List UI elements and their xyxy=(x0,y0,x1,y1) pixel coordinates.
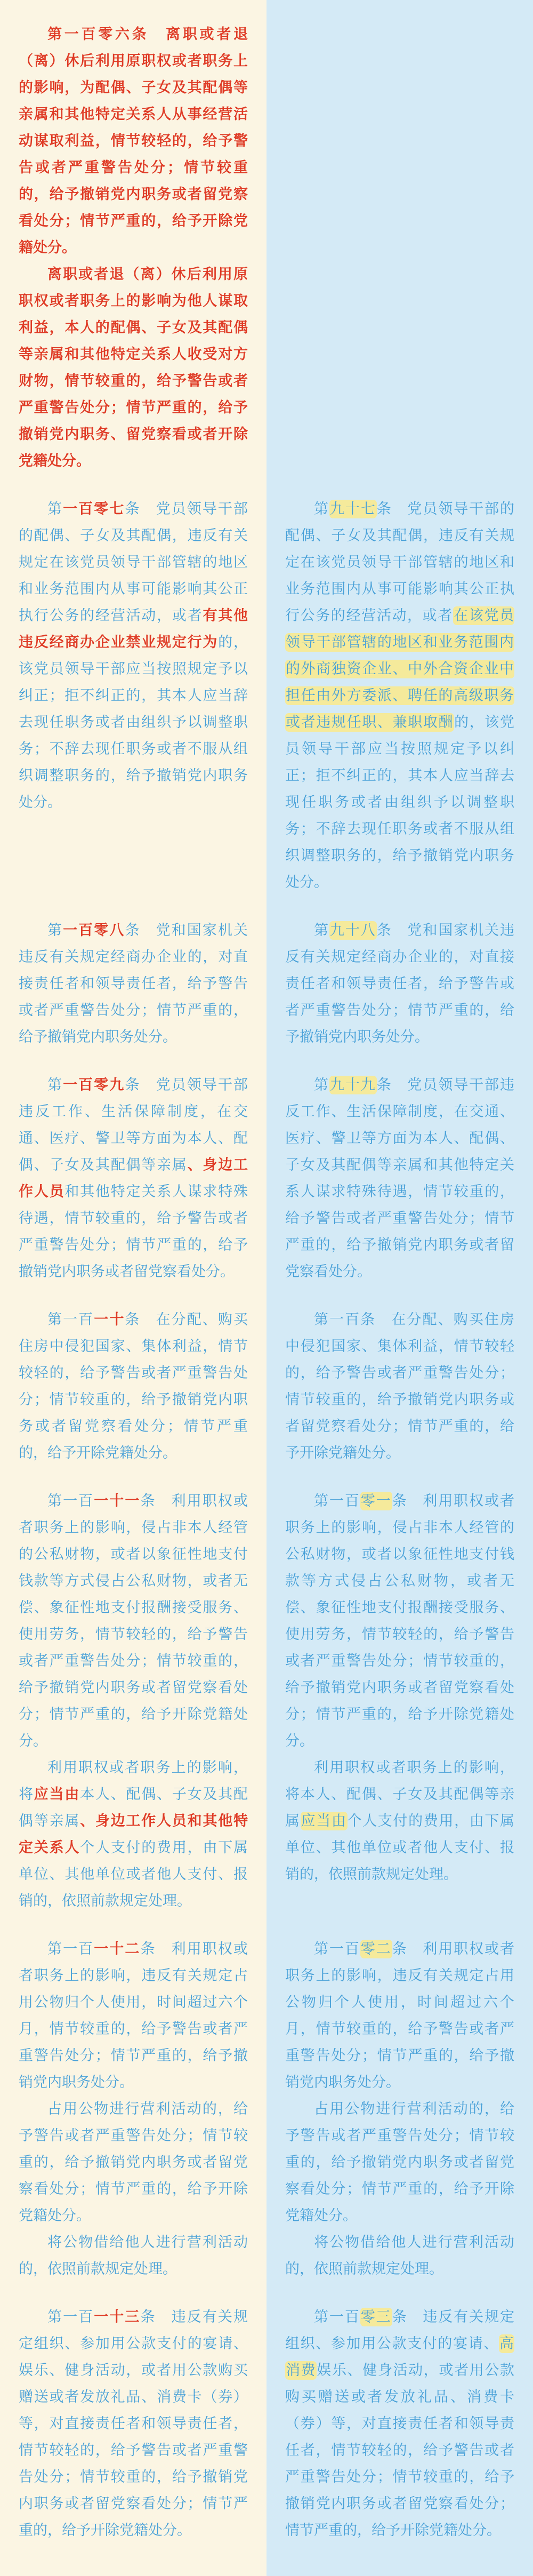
old-version-cell xyxy=(266,2304,533,2544)
old-version-cell xyxy=(266,1072,533,1285)
removed-text-highlight: 高消费 xyxy=(286,2335,514,2379)
added-text: 一十二 xyxy=(94,1941,141,1957)
added-text: 一十三 xyxy=(94,2309,141,2325)
article-paragraph xyxy=(285,2229,514,2283)
comparison-row xyxy=(0,2304,533,2544)
old-version-cell xyxy=(266,496,533,896)
text-run: 占用公物进行营利活动的，给予警告或者严重警告处分；情节较重的，给予撤销党内职务或者留党察看处分；情节严重的，给予开除党籍处分。 xyxy=(19,2101,248,2224)
added-text: 应当由 xyxy=(34,1786,80,1803)
comparison-row xyxy=(0,21,533,475)
old-version-cell xyxy=(266,1488,533,1755)
text-run: 利用职权或者职务上的影响，将本人、配偶、子女及其配偶等亲属 xyxy=(285,1759,514,1829)
new-version-cell xyxy=(0,2096,266,2229)
article-paragraph xyxy=(19,1072,248,1285)
text-run: 第 xyxy=(47,922,63,939)
text-run: 条 党员领导干部违反工作、生活保障制度，在交通、医疗、警卫等方面为本人、配偶、子女及其配偶等亲属和其他特定关系人谋求特殊待遇，情节较重的，给予警告或者严重警告处分；情节严重的，给予撤销党内职务或者留党察看处分。 xyxy=(285,1077,515,1280)
comparison-row xyxy=(0,2096,533,2229)
removed-text-highlight: 在该党员领导干部管辖的地区和业务范围内的外商独资企业、中外合资企业中担任由外方委派、聘任的高级职务或者违规任职、兼职取酬 xyxy=(286,607,514,731)
text-run: 第一百 xyxy=(47,1311,94,1328)
old-version-cell xyxy=(266,1755,533,1888)
article-paragraph xyxy=(19,2304,248,2544)
text-run: 条 利用职权或者职务上的影响，违反有关规定占用公物归个人使用，时间超过六个月，情节较重的，给予警告或者严重警告处分；情节严重的，给予撤销党内职务处分。 xyxy=(19,1941,248,2091)
comparison-row xyxy=(0,496,533,896)
new-version-cell xyxy=(0,1755,266,1915)
text-run: 占用公物进行营利活动的，给予警告或者严重警告处分；情节较重的，给予撤销党内职务或者留党察看处分；情节严重的，给予开除党籍处分。 xyxy=(285,2101,514,2224)
added-text: 一百零九 xyxy=(63,1077,125,1093)
comparison-row xyxy=(0,2229,533,2283)
text-run: 个人支付的费用，由下属单位、其他单位或者他人支付、报销的，依照前款规定处理。 xyxy=(19,1839,248,1909)
article-paragraph xyxy=(285,1307,514,1467)
removed-text-highlight: 九十八 xyxy=(329,922,376,939)
text-run: 第 xyxy=(47,501,63,517)
text-run: 第 xyxy=(314,922,329,939)
text-run: 条 利用职权或者职务上的影响，违反有关规定占用公物归个人使用，时间超过六个月，情节较重的，给予警告或者严重警告处分；情节严重的，给予撤销党内职务处分。 xyxy=(285,1941,515,2091)
article-paragraph xyxy=(19,21,248,261)
article-paragraph xyxy=(19,1307,248,1467)
text-run: 条 违反有关规定组织、参加用公款支付的宴请、 xyxy=(285,2309,515,2352)
added-text: 、身边工作人员 xyxy=(19,1157,248,1200)
comparison-row xyxy=(0,1307,533,1467)
added-text: 一十 xyxy=(94,1311,125,1328)
text-run: 第一百 xyxy=(314,2309,360,2325)
new-version-cell xyxy=(0,1936,266,2096)
text-run: 娱乐、健身活动，或者用公款购买赠送或者发放礼品、消费卡（券）等，对直接责任者和领导责任者，情节较轻的，给予警告或者严重警告处分；情节较重的，给予撤销党内职务或者留党察看处分；情节严重的，给予开除党籍处分。 xyxy=(285,2362,515,2539)
article-paragraph xyxy=(285,496,514,896)
text-run: 第一百 xyxy=(47,2309,94,2325)
added-text: 一百零七 xyxy=(63,501,125,517)
removed-text-highlight: 九十七 xyxy=(329,501,376,517)
text-run: 条 党员领导干部的配偶、子女及其配偶，违反有关规定在该党员领导干部管辖的地区和业务范围内从事可能影响其公正执行公务的经营活动，或者 xyxy=(285,501,515,624)
old-version-cell xyxy=(266,2096,533,2229)
text-run: 第 xyxy=(314,1077,329,1093)
added-text: 、身边工作人员和其他特定关系人 xyxy=(19,1813,248,1856)
article-paragraph xyxy=(285,917,514,1051)
old-version-cell xyxy=(266,1307,533,1467)
article-paragraph xyxy=(285,1488,514,1755)
article-paragraph xyxy=(285,2096,514,2229)
text-run: 条 违反有关规定组织、参加用公款支付的宴请、娱乐、健身活动，或者用公款购买赠送或者发放礼品、消费卡（券）等，对直接责任者和领导责任者，情节较轻的，给予警告或者严重警告处分；情节较重的，给予撤销党内职务或者留党察看处分；情节严重的，给予开除党籍处分。 xyxy=(19,2309,248,2539)
new-version-cell xyxy=(0,1072,266,1285)
article-paragraph xyxy=(19,496,248,816)
article-paragraph xyxy=(19,917,248,1051)
new-version-cell xyxy=(0,1488,266,1755)
old-version-cell xyxy=(266,2229,533,2283)
text-run: 第 xyxy=(314,501,329,517)
new-version-cell xyxy=(0,917,266,1051)
text-run: 的，该党员领导干部应当按照规定予以纠正；拒不纠正的，其本人应当辞去现任职务或者由组织予以调整职务；不辞去现任职务或者不服从组织调整职务的，给予撤销党内职务处分。 xyxy=(285,714,515,891)
comparison-row xyxy=(0,1488,533,1755)
text-run: 第一百 xyxy=(47,1941,94,1957)
article-paragraph xyxy=(285,1072,514,1285)
added-text: 有其他违反经商办企业禁业规定行为 xyxy=(19,607,248,651)
article-paragraph xyxy=(285,1755,514,1888)
text-run: 将公物借给他人进行营利活动的，依照前款规定处理。 xyxy=(19,2234,248,2277)
removed-text-highlight: 应当由 xyxy=(301,1813,347,1829)
text-run: 条 党和国家机关违反有关规定经商办企业的，对直接责任者和领导责任者，给予警告或者严重警告处分；情节严重的，给予撤销党内职务处分。 xyxy=(19,922,248,1045)
text-run: 条 在分配、购买住房中侵犯国家、集体利益，情节较轻的，给予警告或者严重警告处分；情节较重的，给予撤销党内职务或者留党察看处分；情节严重的，给予开除党籍处分。 xyxy=(19,1311,248,1461)
comparison-row xyxy=(0,1072,533,1285)
text-run: 条 党员领导干部违反工作、生活保障制度，在交通、医疗、警卫等方面为本人、配偶、子女及其配偶等亲属 xyxy=(19,1077,248,1173)
old-version-cell xyxy=(266,1936,533,2096)
text-run: 和其他特定关系人谋求特殊待遇，情节较重的，给予警告或者严重警告处分；情节严重的，给予撤销党内职务或者留党察看处分。 xyxy=(19,1183,248,1280)
text-run: 第 xyxy=(47,1077,63,1093)
text-run: 条 党员领导干部的配偶、子女及其配偶，违反有关规定在该党员领导干部管辖的地区和业务范围内从事可能影响其公正执行公务的经营活动，或者 xyxy=(19,501,248,624)
comparison-row xyxy=(0,1755,533,1915)
comparison-row xyxy=(0,917,533,1051)
removed-text-highlight: 九十九 xyxy=(329,1077,376,1093)
new-version-cell xyxy=(0,1307,266,1467)
added-text: 一百零八 xyxy=(63,922,125,939)
removed-text-highlight: 零一 xyxy=(360,1493,392,1509)
text-run: 第一百条 在分配、购买住房中侵犯国家、集体利益，情节较轻的，给予警告或者严重警告处分；情节较重的，给予撤销党内职务或者留党察看处分；情节严重的，给予开除党籍处分。 xyxy=(285,1311,514,1461)
text-run: 利用职权或者职务上的影响，将 xyxy=(19,1759,248,1803)
article-paragraph xyxy=(19,1936,248,2096)
new-version-cell xyxy=(0,2304,266,2544)
new-version-cell xyxy=(0,496,266,816)
old-version-cell xyxy=(266,917,533,1051)
removed-text-highlight: 零二 xyxy=(360,1941,392,1957)
text-run: 条 利用职权或者职务上的影响，侵占非本人经管的公私财物，或者以象征性地支付钱款等方式侵占公私财物，或者无偿、象征性地支付报酬接受服务、使用劳务，情节较轻的，给予警告或者严重警告处分；情节较重的，给予撤销党内职务或者留党察看处分；情节严重的，给予开除党籍处分。 xyxy=(19,1493,248,1749)
comparison-row xyxy=(0,1936,533,2096)
article-paragraph xyxy=(19,261,248,475)
article-paragraph xyxy=(19,1488,248,1755)
article-paragraph xyxy=(19,2229,248,2283)
added-text: 一十一 xyxy=(94,1493,141,1509)
added-text: 第一百零六条 离职或者退（离）休后利用原职权或者职务上的影响，为配偶、子女及其配偶等亲属和其他特定关系人从事经营活动谋取利益，情节较轻的，给予警告或者严重警告处分；情节较重的，给予撤销党内职务或者留党察看处分；情节严重的，给予开除党籍处分。 xyxy=(19,26,248,256)
new-version-cell xyxy=(0,2229,266,2283)
text-run: 将公物借给他人进行营利活动的，依照前款规定处理。 xyxy=(285,2234,514,2277)
text-run: 个人支付的费用，由下属单位、其他单位或者他人支付、报销的，依照前款规定处理。 xyxy=(285,1813,515,1883)
text-run: 本人、配偶、子女及其配偶等亲属 xyxy=(19,1786,248,1829)
text-run: 第一百 xyxy=(314,1941,360,1957)
article-paragraph xyxy=(19,1755,248,1915)
text-run: 第一百 xyxy=(314,1493,360,1509)
text-run: 第一百 xyxy=(47,1493,94,1509)
text-run: 条 党和国家机关违反有关规定经商办企业的，对直接责任者和领导责任者，给予警告或者严重警告处分；情节严重的，给予撤销党内职务处分。 xyxy=(285,922,515,1045)
article-paragraph xyxy=(19,2096,248,2229)
text-run: 的，该党员领导干部应当按照规定予以纠正；拒不纠正的，其本人应当辞去现任职务或者由组织予以调整职务；不辞去现任职务或者不服从组织调整职务的，给予撤销党内职务处分。 xyxy=(19,634,248,811)
added-text: 离职或者退（离）休后利用原职权或者职务上的影响为他人谋取利益，本人的配偶、子女及其配偶等亲属和其他特定关系人收受对方财物，情节较重的，给予警告或者严重警告处分；情节严重的，给予撤销党内职务、留党察看或者开除党籍处分。 xyxy=(19,266,248,469)
new-version-cell xyxy=(0,21,266,475)
removed-text-highlight: 零三 xyxy=(360,2309,392,2325)
text-run: 条 利用职权或者职务上的影响，侵占非本人经管的公私财物，或者以象征性地支付钱款等方式侵占公私财物，或者无偿、象征性地支付报酬接受服务、使用劳务，情节较轻的，给予警告或者严重警告处分；情节较重的，给予撤销党内职务或者留党察看处分；情节严重的，给予开除党籍处分。 xyxy=(285,1493,515,1749)
article-paragraph xyxy=(285,2304,514,2544)
article-paragraph xyxy=(285,1936,514,2096)
